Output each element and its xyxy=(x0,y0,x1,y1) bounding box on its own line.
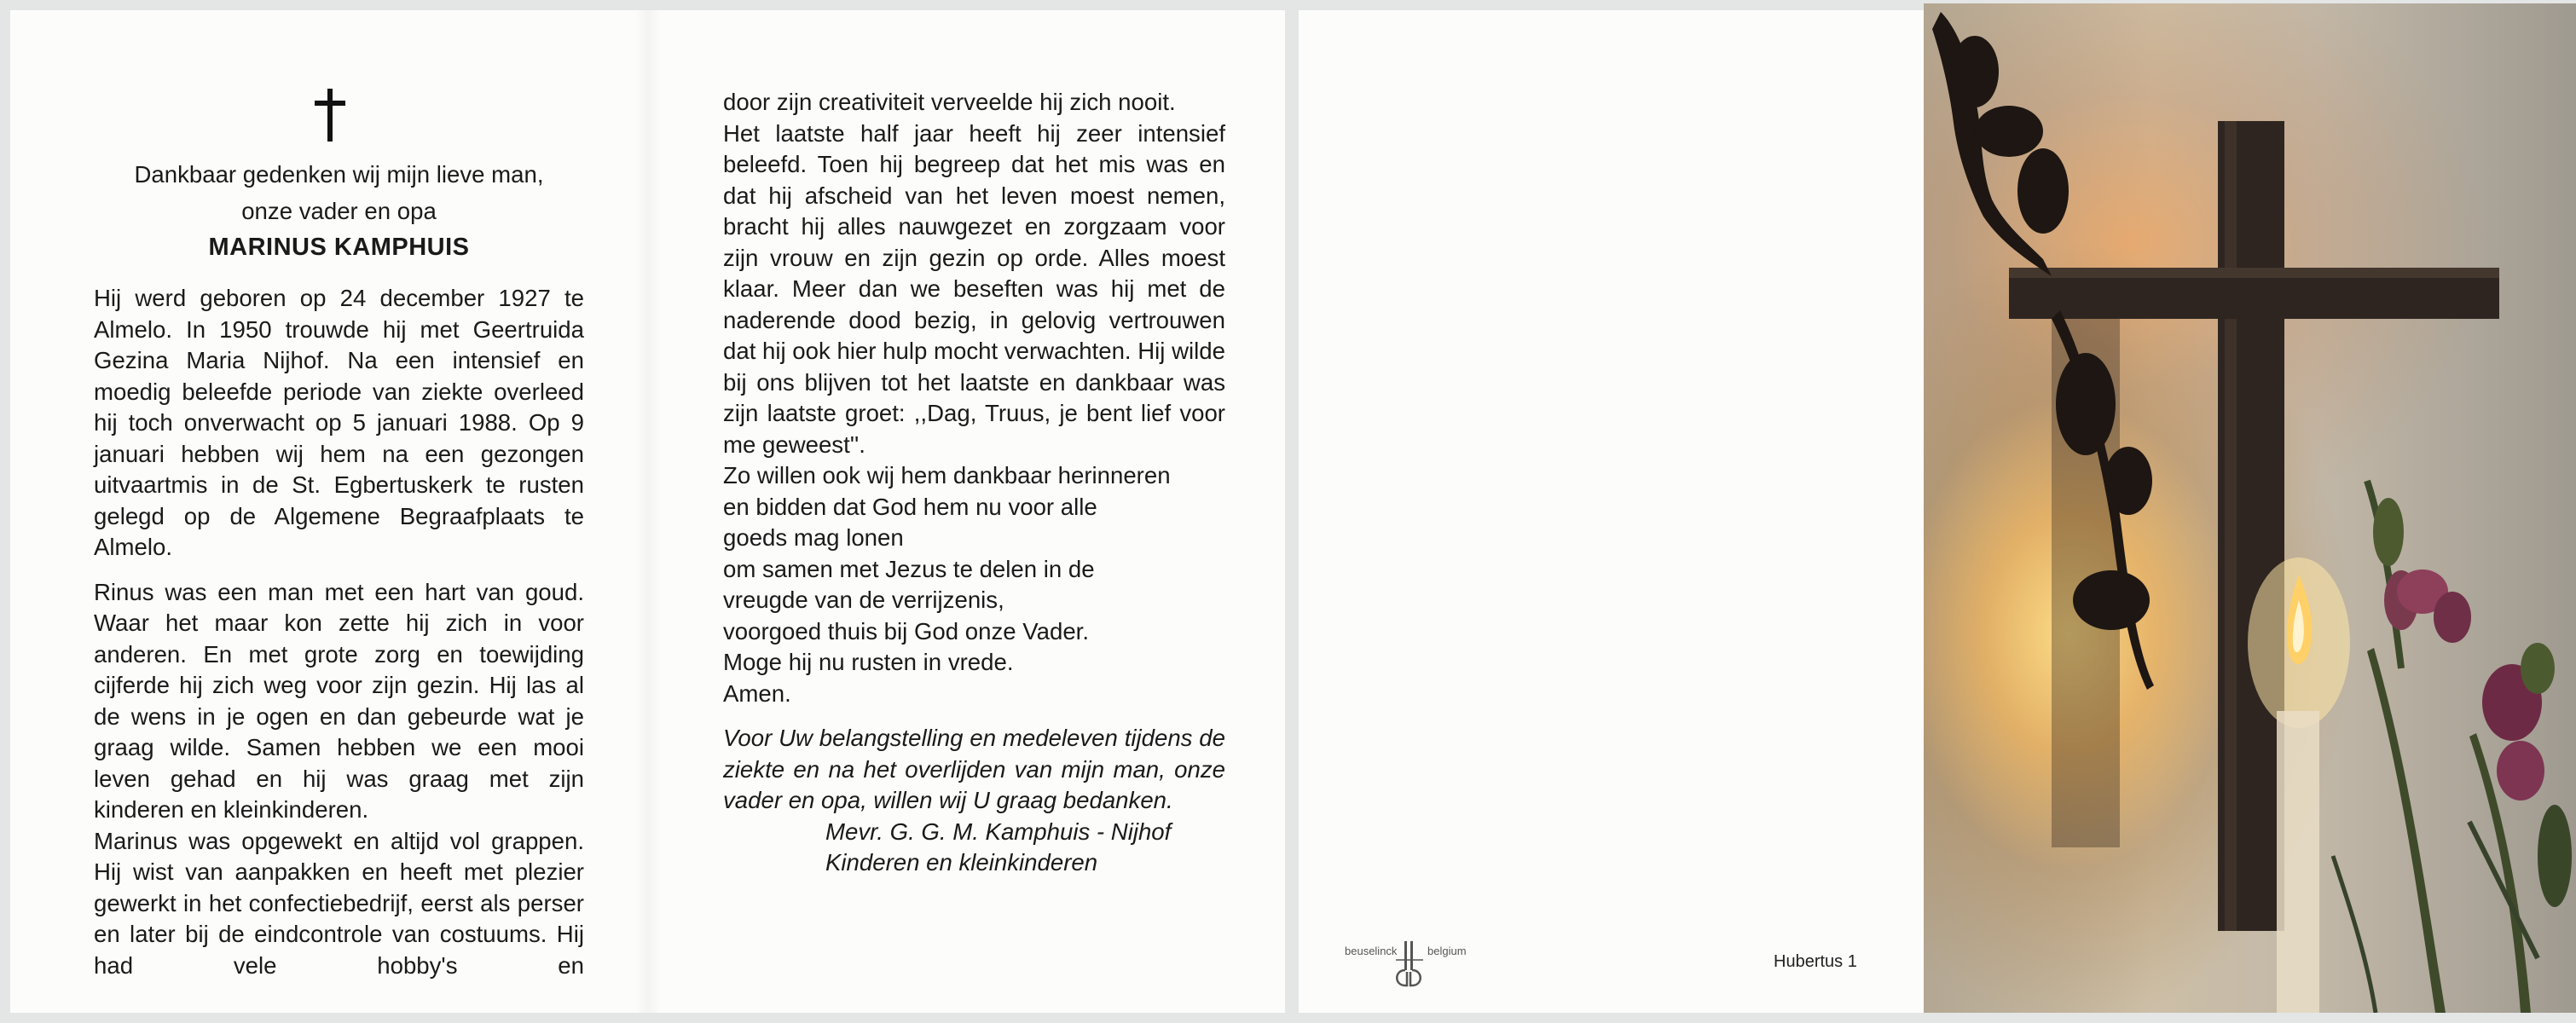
inner-card-page xyxy=(10,10,1285,1013)
cross-candle-photo xyxy=(1924,3,2576,1013)
prayer xyxy=(723,460,1225,709)
prayer-line: goeds mag lonen xyxy=(723,524,904,551)
fold-crease xyxy=(635,10,661,1013)
creativity-paragraph: door zijn creativiteit verveelde hij zich nooit. xyxy=(723,89,1176,115)
signature-line-2: Kinderen en kleinkinderen xyxy=(825,849,1098,876)
last-months-paragraph: Het laatste half jaar heeft hij zeer intensief beleefd. Toen hij begreep dat het mis was en dat hij afscheid van het leven moest nemen, bracht hij alles nauwgezet en zorgzaam voor zijn vrouw en zijn gezin op orde. Alles moest klaar. Meer dan we beseften was hij met de naderende dood bezig, in gelovig vertrouwen dat hij ook hier hulp mocht verwachten. Hij wilde bij ons blijven tot het laatste en dankbaar was zijn laatste groet: ,,Dag, Truus, je bent lief voor me geweest''. xyxy=(723,119,1225,458)
logo-mark-icon xyxy=(1391,938,1428,989)
heather-flowers-icon xyxy=(2333,481,2572,1013)
prayer-line: vreugde van de verrijzenis, xyxy=(723,587,1004,613)
prayer-line: voorgoed thuis bij God onze Vader. xyxy=(723,617,1090,644)
deceased-name: MARINUS KAMPHUIS xyxy=(208,234,470,261)
signature-line: Mevr. G. G. M. Kamphuis - Nijhof xyxy=(825,818,1172,845)
cross-candle-flowers-icon xyxy=(1924,3,2576,1013)
intro-line-2: onze vader en opa xyxy=(241,198,437,224)
cross-icon xyxy=(313,89,347,142)
hobbies-paragraph: Marinus was opgewekt en altijd vol grappen. Hij wist van aanpakken en heeft met plezier gewerkt in het confectiebedrijf, eerst als perser en later bij de eindcontrole van costuums. Hij had vele hobby's en xyxy=(94,827,584,979)
logo-text-right: belgium xyxy=(1427,945,1467,957)
prayer-line: om samen met Jezus te delen in de xyxy=(723,555,1095,582)
thanks-paragraph: Voor Uw belangstelling en medeleven tijdens de ziekte en na het overlijden van mijn man, onze vader en opa, willen wij U graag bedanken. xyxy=(723,725,1225,813)
prayer-line: Zo willen ook wij hem dankbaar herinneren xyxy=(723,462,1171,488)
biography-paragraph: Hij werd geboren op 24 december 1927 te Almelo. In 1950 trouwde hij met Geertruida Gezina Maria Nijhof. Na een intensief en moedig beleefde periode van ziekte overleed hij toch onverwacht op 5 januari 1988. Op 9 januari hebben wij hem na een gezongen uitvaartmis in de St. Egbertuskerk te rusten gelegd op de Algemene Begraafplaats te Almelo. xyxy=(94,285,584,560)
publisher-logo xyxy=(1345,938,1473,989)
right-text-column xyxy=(723,87,1225,879)
prayer-line: en bidden dat God hem nu voor alle xyxy=(723,493,1097,520)
logo-text-left: beuselinck xyxy=(1345,945,1398,957)
character-paragraph: Rinus was een man met een hart van goud. Waar het maar kon zette hij zich in voor anderen. En met grote zorg en toewijding cijferde hij zich weg voor zijn gezin. Hij las al de wens in je ogen en dan gebeurde wat je graag wilde. Samen hebben we een mooi leven gehad en hij was graag met zijn kinderen en kleinkinderen. xyxy=(94,578,584,823)
dried-flowers-icon xyxy=(1932,12,2154,690)
prayer-line: Amen. xyxy=(723,679,791,707)
prayer-line: Moge hij nu rusten in vrede. xyxy=(723,649,1014,675)
intro-line: Dankbaar gedenken wij mijn lieve man, xyxy=(134,161,544,188)
card-model-label: Hubertus 1 xyxy=(1774,952,1857,971)
left-text-column xyxy=(94,283,584,1013)
